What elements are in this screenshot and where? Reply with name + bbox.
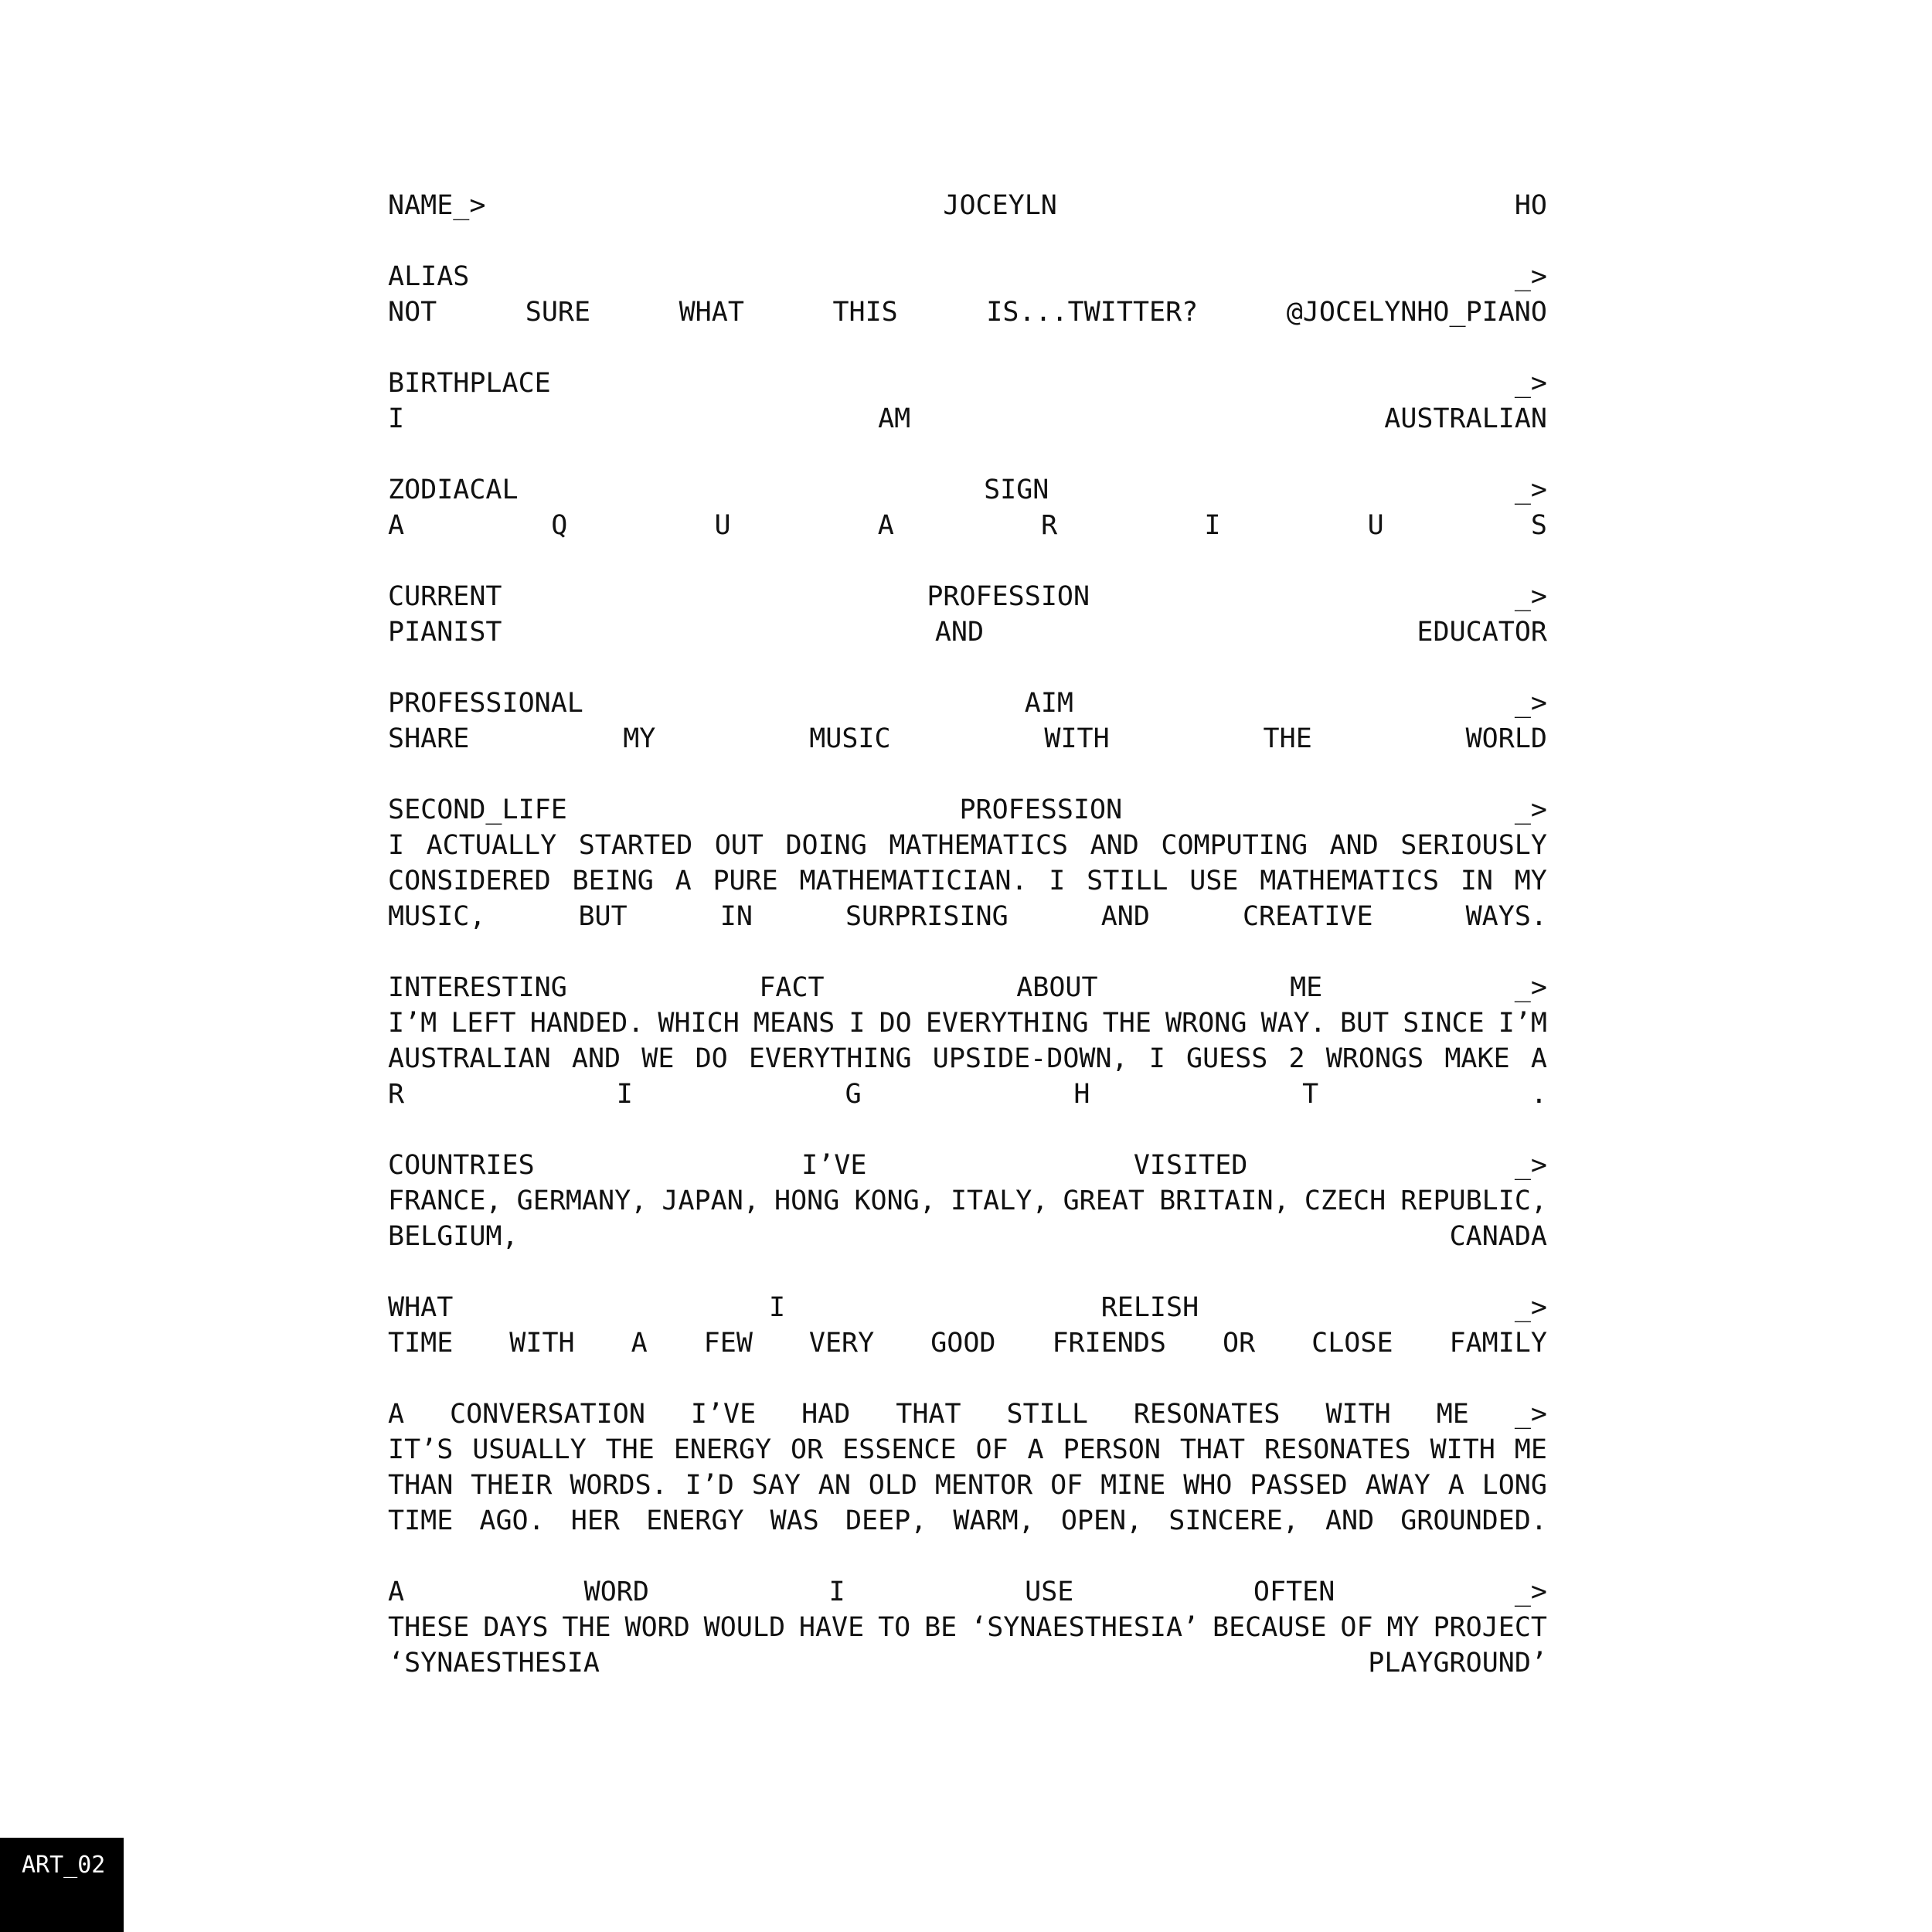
word: JOCEYLN xyxy=(943,190,1057,221)
word: AUSTRALIAN xyxy=(388,1043,551,1074)
word: THAT xyxy=(1179,1434,1246,1465)
word: A xyxy=(388,1577,405,1607)
word: DEEP, xyxy=(845,1505,927,1536)
word: MATHEMATICS xyxy=(889,830,1069,861)
word: MEANS xyxy=(753,1008,835,1039)
word: AND xyxy=(934,617,985,648)
entry-line xyxy=(388,188,1547,223)
word: SURPRISING xyxy=(845,901,1009,932)
entry-answer xyxy=(388,1610,1547,1645)
word: EDUCATOR xyxy=(1417,617,1547,648)
word: PIANIST xyxy=(388,617,502,648)
word: DAYS xyxy=(483,1612,549,1643)
letter: R xyxy=(1041,510,1058,541)
entry-heading xyxy=(388,259,1547,294)
word: JAPAN, xyxy=(662,1185,760,1216)
word: BELGIUM, xyxy=(388,1221,519,1252)
word: BUT xyxy=(1339,1008,1389,1039)
entry-heading xyxy=(388,472,1547,508)
word: FAMILY xyxy=(1449,1328,1547,1359)
word: BUT xyxy=(578,901,628,932)
word: A xyxy=(675,866,692,896)
word: CANADA xyxy=(1449,1221,1547,1252)
word: CONSIDERED xyxy=(388,866,551,896)
word: PURE xyxy=(713,866,778,896)
word: I xyxy=(768,1292,786,1323)
entry-heading xyxy=(388,685,1547,721)
word: PROJECT xyxy=(1433,1612,1547,1643)
word: I xyxy=(828,1577,845,1607)
word: _> xyxy=(1514,1577,1547,1607)
word: WHICH xyxy=(658,1008,740,1039)
word: I’M xyxy=(388,1008,437,1039)
word: THAN xyxy=(388,1470,454,1501)
word: AN xyxy=(818,1470,851,1501)
word: OF xyxy=(975,1434,1009,1465)
word: PROFESSION xyxy=(959,794,1123,825)
word: IN xyxy=(719,901,753,932)
word: _> xyxy=(1514,1292,1547,1323)
word: IT’S xyxy=(388,1434,454,1465)
entry-answer xyxy=(388,828,1547,863)
word: MINE xyxy=(1100,1470,1166,1501)
word: MY xyxy=(1514,866,1547,896)
word: VERY xyxy=(808,1328,875,1359)
word: _> xyxy=(1514,1399,1547,1430)
word: AIM xyxy=(1024,688,1073,719)
word: ITALY, xyxy=(950,1185,1049,1216)
word: ENERGY xyxy=(646,1505,744,1536)
word: ACTUALLY xyxy=(426,830,557,861)
entry-answer xyxy=(388,1468,1547,1503)
word: ‘SYNAESTHESIA’ xyxy=(971,1612,1199,1643)
word: SECOND_LIFE xyxy=(388,794,567,825)
word: DOING xyxy=(785,830,867,861)
word: DO xyxy=(879,1008,912,1039)
word: REPUBLIC, xyxy=(1400,1185,1547,1216)
word: AND xyxy=(1329,830,1379,861)
word: THE xyxy=(605,1434,655,1465)
word: THEIR xyxy=(471,1470,553,1501)
word: I xyxy=(388,830,405,861)
word: AM xyxy=(878,403,911,434)
word: OF xyxy=(1050,1470,1083,1501)
letter: A xyxy=(877,510,894,541)
word: MUSIC, xyxy=(388,901,486,932)
questionnaire xyxy=(388,188,1547,1716)
entry-heading xyxy=(388,366,1547,401)
word: MENTOR xyxy=(934,1470,1033,1501)
word: BIRTHPLACE xyxy=(388,368,551,399)
word: CLOSE xyxy=(1311,1328,1393,1359)
entry-second-life-profession xyxy=(388,792,1547,934)
word: NOT xyxy=(388,297,437,328)
entry-answer xyxy=(388,1503,1547,1539)
word: WRONG xyxy=(1165,1008,1247,1039)
entry-answer xyxy=(388,1645,1547,1681)
word: GERMANY, xyxy=(516,1185,648,1216)
word: A xyxy=(1447,1470,1464,1501)
entry-countries-visited xyxy=(388,1148,1547,1254)
corner-label: ART_02 xyxy=(22,1852,106,1879)
word: CONVERSATION xyxy=(450,1399,645,1430)
word: MATHEMATICS xyxy=(1260,866,1440,896)
word: CZECH xyxy=(1304,1185,1386,1216)
entry-answer xyxy=(388,294,1547,330)
entry-answer xyxy=(388,401,1547,437)
letter: I xyxy=(616,1079,633,1110)
word: AWAY xyxy=(1365,1470,1430,1501)
word: DO xyxy=(695,1043,728,1074)
word: SINCE xyxy=(1403,1008,1485,1039)
word: AND xyxy=(571,1043,621,1074)
word: MATHEMATICIAN. xyxy=(799,866,1028,896)
word: THE xyxy=(1102,1008,1151,1039)
word: KONG, xyxy=(854,1185,936,1216)
word: VISITED xyxy=(1133,1150,1248,1181)
entry-answer xyxy=(388,1432,1547,1468)
letter: S xyxy=(1530,510,1547,541)
word: HANDED. xyxy=(529,1008,645,1039)
entry-answer xyxy=(388,721,1547,757)
word: TIME xyxy=(388,1505,454,1536)
word: I xyxy=(1049,866,1066,896)
word: SURE xyxy=(525,297,591,328)
word: USUALLY xyxy=(472,1434,587,1465)
letter: I xyxy=(1204,510,1221,541)
word: 2 xyxy=(1288,1043,1305,1074)
word: IN xyxy=(1460,866,1493,896)
word: HER xyxy=(570,1505,620,1536)
word: USE xyxy=(1025,1577,1074,1607)
word: FRIENDS xyxy=(1052,1328,1166,1359)
letter: H xyxy=(1073,1079,1090,1110)
entry-current-profession xyxy=(388,579,1547,650)
word: HAD xyxy=(801,1399,851,1430)
word: TIME xyxy=(388,1328,454,1359)
word: AUSTRALIAN xyxy=(1384,403,1547,434)
word: LONG xyxy=(1481,1470,1547,1501)
word: PROFESSION xyxy=(927,581,1090,612)
word: WARM, xyxy=(953,1505,1035,1536)
word: I xyxy=(1148,1043,1165,1074)
word: _> xyxy=(1514,368,1547,399)
letter: G xyxy=(845,1079,862,1110)
word: COUNTRIES xyxy=(388,1150,535,1181)
word: OR xyxy=(1223,1328,1256,1359)
letter: Q xyxy=(551,510,568,541)
entry-answer xyxy=(388,1325,1547,1361)
word: THESE xyxy=(388,1612,470,1643)
word: _> xyxy=(1514,474,1547,505)
word: UPSIDE-DOWN, xyxy=(932,1043,1128,1074)
word: STILL xyxy=(1087,866,1168,896)
word: PASSED xyxy=(1250,1470,1348,1501)
word: RESONATES xyxy=(1133,1399,1281,1430)
word: SHARE xyxy=(388,723,470,754)
word: SINCERE, xyxy=(1168,1505,1299,1536)
word: A xyxy=(1027,1434,1044,1465)
word: WAYS. xyxy=(1465,901,1547,932)
word: _> xyxy=(1514,794,1547,825)
word: SAY xyxy=(751,1470,801,1501)
letter: U xyxy=(714,510,731,541)
word: AND xyxy=(1090,830,1139,861)
word: THE xyxy=(1263,723,1312,754)
entry-answer xyxy=(388,508,1547,543)
word: ‘SYNAESTHESIA xyxy=(388,1648,600,1679)
word: WITH xyxy=(1044,723,1110,754)
word: @JOCELYNHO_PIANO xyxy=(1286,297,1547,328)
word: I’D xyxy=(685,1470,734,1501)
word: AGO. xyxy=(479,1505,545,1536)
entry-heading xyxy=(388,1396,1547,1432)
word: THIS xyxy=(832,297,898,328)
word: GOOD xyxy=(930,1328,996,1359)
word: EVERYTHING xyxy=(748,1043,912,1074)
word: GROUNDED. xyxy=(1400,1505,1547,1536)
word: NAME_> xyxy=(388,190,486,221)
word: PERSON xyxy=(1063,1434,1161,1465)
entry-heading xyxy=(388,579,1547,614)
word: WHO xyxy=(1183,1470,1233,1501)
corner-label-box xyxy=(0,1838,124,1932)
word: MUSIC xyxy=(809,723,891,754)
letter: T xyxy=(1302,1079,1319,1110)
word: BE xyxy=(924,1612,957,1643)
letter: U xyxy=(1367,510,1384,541)
entry-heading xyxy=(388,1148,1547,1183)
entry-professional-aim xyxy=(388,685,1547,757)
word: _> xyxy=(1514,688,1547,719)
entry-heading xyxy=(388,970,1547,1005)
word: WHAT xyxy=(679,297,744,328)
word: _> xyxy=(1514,261,1547,292)
word: _> xyxy=(1514,972,1547,1003)
word: WOULD xyxy=(703,1612,786,1643)
word: BRITAIN, xyxy=(1159,1185,1290,1216)
word: STILL xyxy=(1006,1399,1088,1430)
word: WITH xyxy=(509,1328,575,1359)
word: OLD xyxy=(868,1470,917,1501)
word: WORD xyxy=(624,1612,690,1643)
entry-heading xyxy=(388,1290,1547,1325)
entry-alias xyxy=(388,259,1547,330)
entry-answer xyxy=(388,899,1547,934)
entry-answer xyxy=(388,863,1547,899)
word: MAKE xyxy=(1444,1043,1510,1074)
word: I’M xyxy=(1498,1008,1547,1039)
word: HONG xyxy=(774,1185,840,1216)
word: ALIAS xyxy=(388,261,470,292)
word: COMPUTING xyxy=(1161,830,1308,861)
word: OF xyxy=(1340,1612,1373,1643)
word: WRONGS xyxy=(1325,1043,1424,1074)
word: BECAUSE xyxy=(1213,1612,1327,1643)
word: OFTEN xyxy=(1253,1577,1335,1607)
word: WORLD xyxy=(1465,723,1547,754)
word: INTERESTING xyxy=(388,972,567,1003)
word: PLAYGROUND’ xyxy=(1368,1648,1547,1679)
word: HAVE xyxy=(798,1612,865,1643)
word: MY xyxy=(623,723,656,754)
word: ME xyxy=(1436,1399,1469,1430)
word: I xyxy=(388,403,405,434)
word: CURRENT xyxy=(388,581,502,612)
entry-answer xyxy=(388,1041,1547,1077)
word: USE xyxy=(1189,866,1239,896)
word: OPEN, xyxy=(1060,1505,1143,1536)
word: GUESS xyxy=(1186,1043,1268,1074)
word: _> xyxy=(1514,1150,1547,1181)
word: ME xyxy=(1290,972,1323,1003)
entry-answer xyxy=(388,614,1547,650)
word: EVERYTHING xyxy=(925,1008,1089,1039)
word: ABOUT xyxy=(1016,972,1098,1003)
word: THAT xyxy=(896,1399,961,1430)
word: OUT xyxy=(714,830,764,861)
word: A xyxy=(388,1399,405,1430)
entry-interesting-fact xyxy=(388,970,1547,1112)
word: WAY. xyxy=(1260,1008,1326,1039)
word: STARTED xyxy=(578,830,693,861)
entry-resonant-conversation xyxy=(388,1396,1547,1539)
word: A xyxy=(1530,1043,1547,1074)
word: WITH xyxy=(1430,1434,1495,1465)
word: WORDS. xyxy=(570,1470,668,1501)
word: I xyxy=(849,1008,866,1039)
word: GREAT xyxy=(1063,1185,1145,1216)
word: WE xyxy=(641,1043,675,1074)
word: MY xyxy=(1386,1612,1420,1643)
entry-heading xyxy=(388,1574,1547,1610)
word: AND xyxy=(1325,1505,1375,1536)
entry-birthplace xyxy=(388,366,1547,437)
word: PROFESSIONAL xyxy=(388,688,583,719)
word: ESSENCE xyxy=(842,1434,957,1465)
entry-answer xyxy=(388,1219,1547,1254)
letter: . xyxy=(1530,1079,1547,1110)
word: FACT xyxy=(759,972,825,1003)
entry-answer xyxy=(388,1183,1547,1219)
entry-answer xyxy=(388,1077,1547,1112)
entry-zodiac-sign xyxy=(388,472,1547,543)
word: THE xyxy=(562,1612,611,1643)
word: WITH xyxy=(1325,1399,1391,1430)
word: _> xyxy=(1514,581,1547,612)
entry-answer xyxy=(388,1005,1547,1041)
word: WORD xyxy=(583,1577,649,1607)
word: OR xyxy=(791,1434,824,1465)
word: BEING xyxy=(572,866,654,896)
word: WHAT xyxy=(388,1292,454,1323)
word: AND xyxy=(1100,901,1150,932)
word: FEW xyxy=(703,1328,753,1359)
word: ME xyxy=(1514,1434,1547,1465)
word: CREATIVE xyxy=(1242,901,1373,932)
word: RELISH xyxy=(1100,1292,1199,1323)
word: TO xyxy=(878,1612,911,1643)
word: I’VE xyxy=(690,1399,757,1430)
word: A xyxy=(631,1328,648,1359)
word: ZODIACAL xyxy=(388,474,519,505)
word: LEFT xyxy=(451,1008,516,1039)
entry-heading xyxy=(388,792,1547,828)
entry-name xyxy=(388,188,1547,223)
letter: R xyxy=(388,1079,405,1110)
word: SIGN xyxy=(984,474,1049,505)
word: WAS xyxy=(770,1505,819,1536)
entry-word-i-use-often xyxy=(388,1574,1547,1681)
letter: A xyxy=(388,510,405,541)
word: ENERGY xyxy=(673,1434,772,1465)
word: FRANCE, xyxy=(388,1185,502,1216)
word: I’VE xyxy=(801,1150,867,1181)
word: IS...TWITTER? xyxy=(986,297,1199,328)
word: HO xyxy=(1514,190,1547,221)
word: RESONATES xyxy=(1264,1434,1411,1465)
word: SERIOUSLY xyxy=(1400,830,1547,861)
entry-what-i-relish xyxy=(388,1290,1547,1361)
